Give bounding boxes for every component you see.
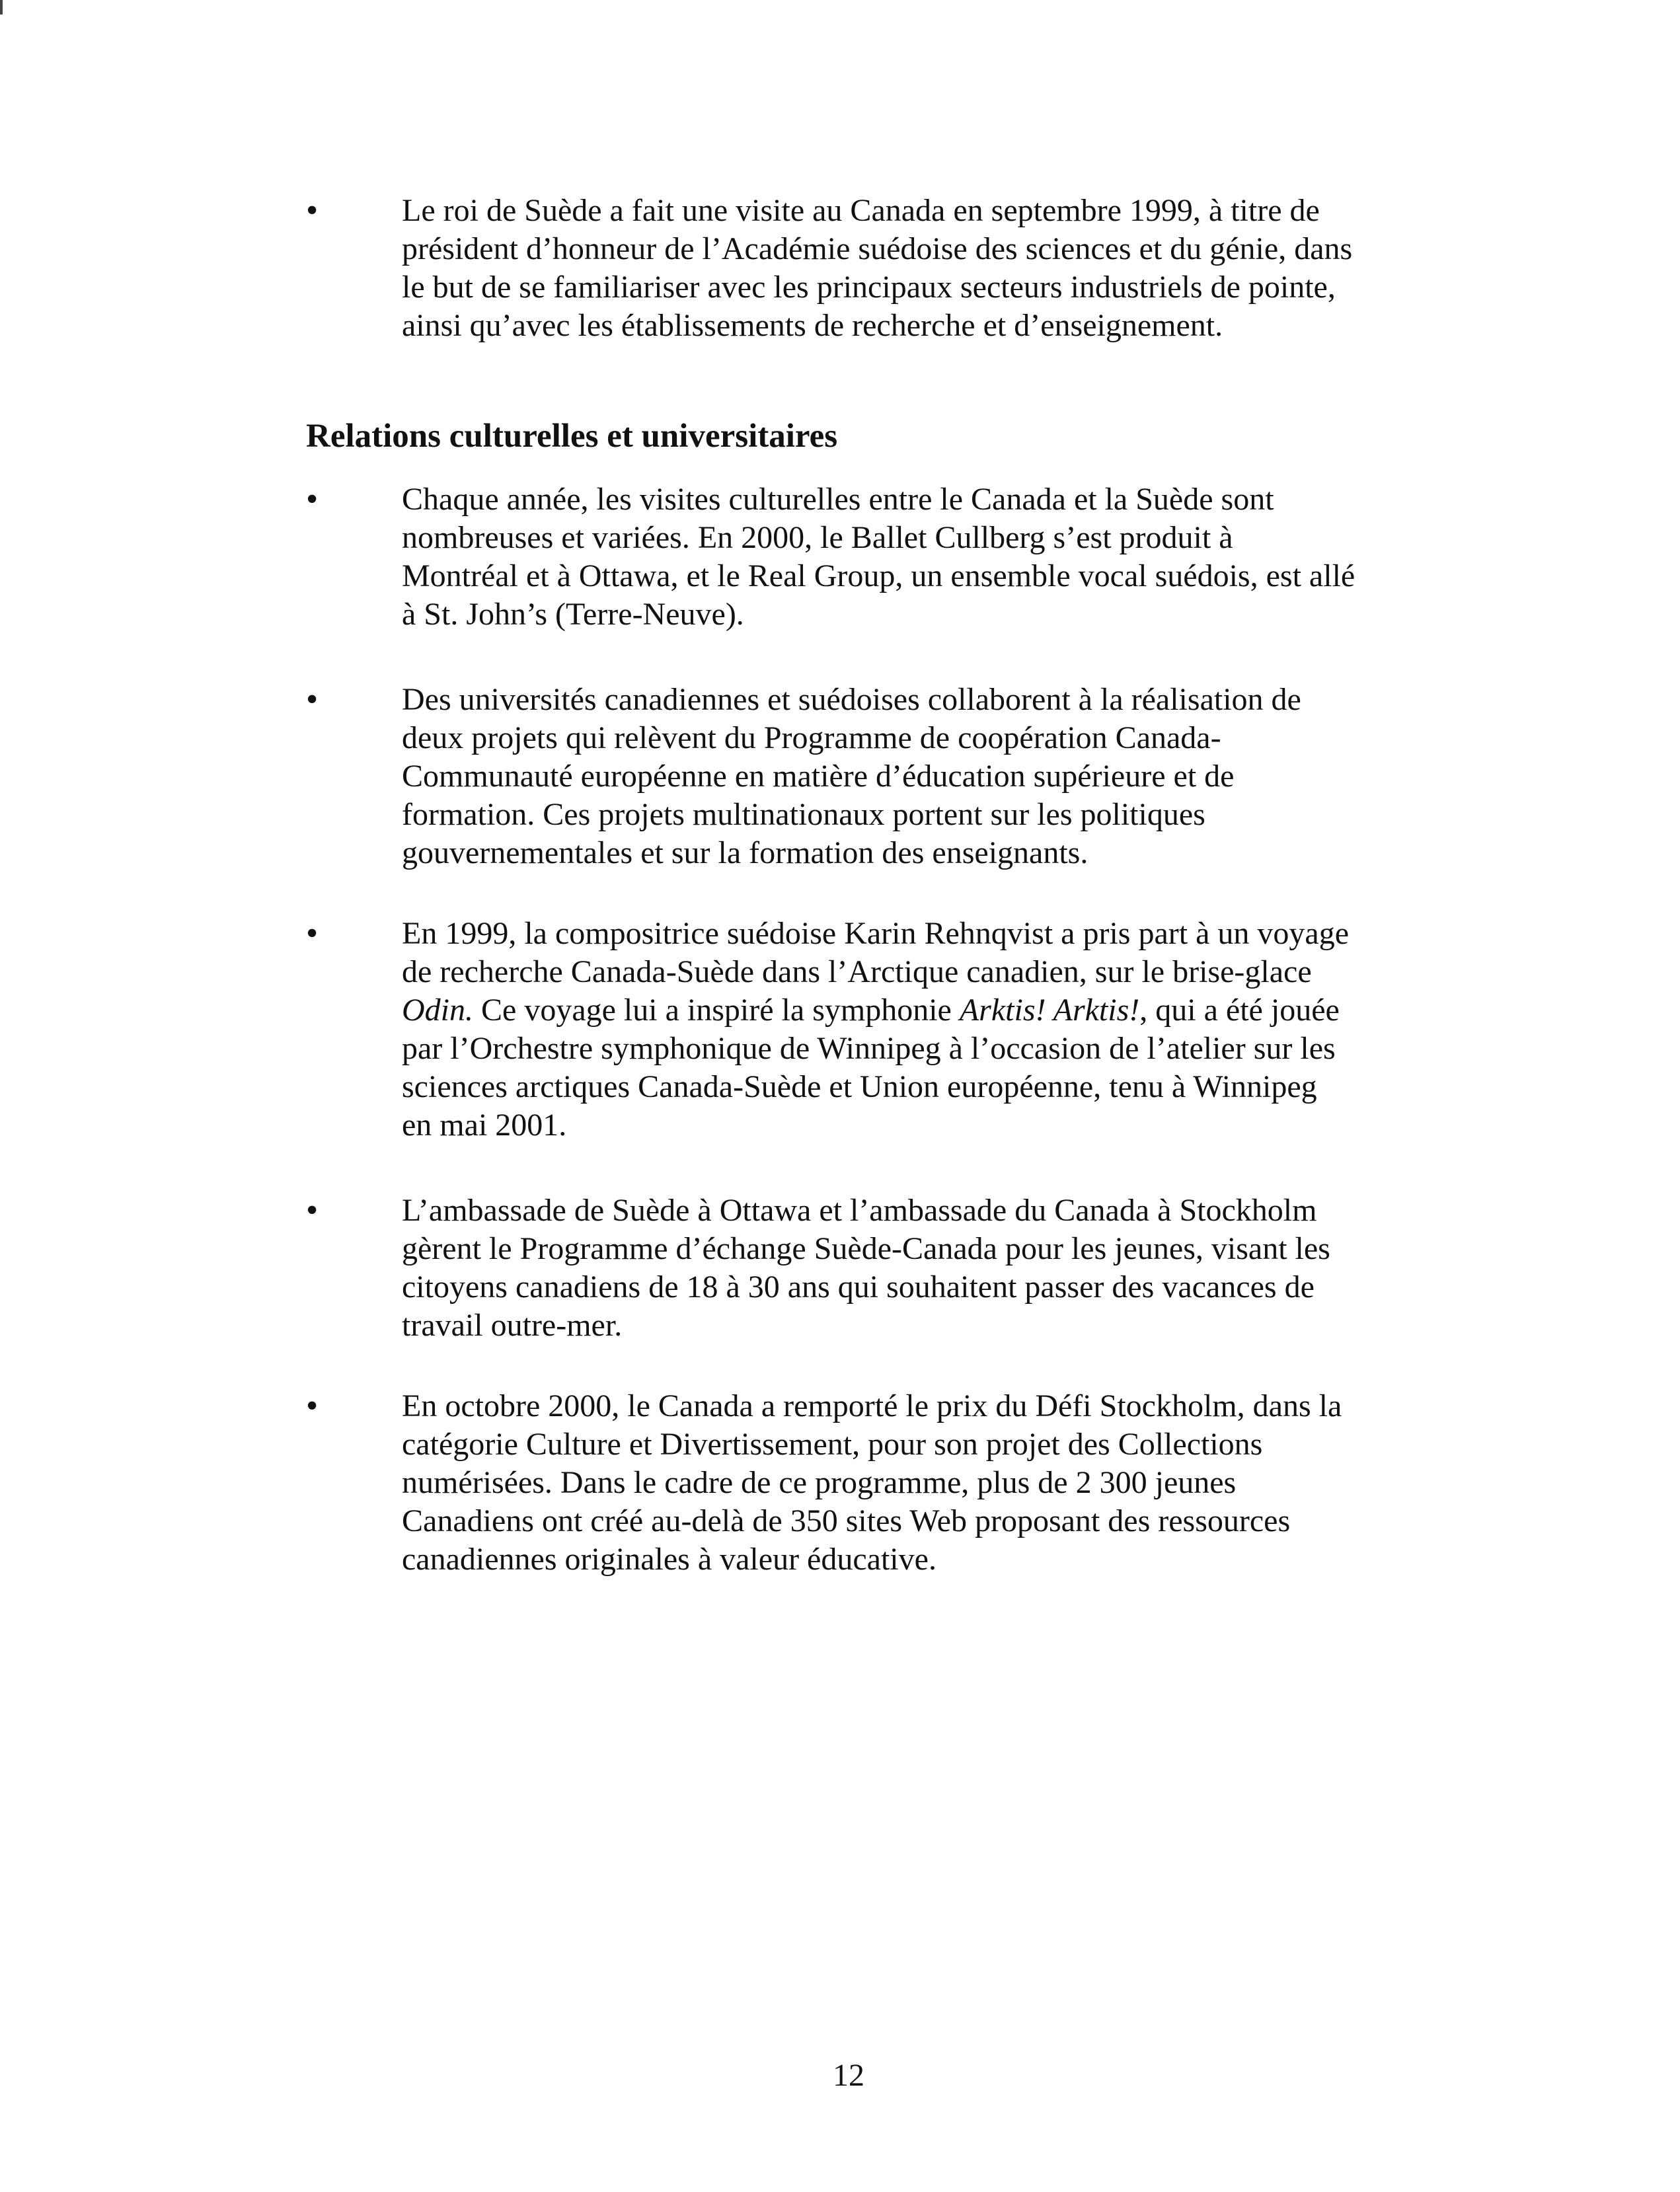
section-heading: Relations culturelles et universitaires xyxy=(306,418,838,455)
paragraph-line: Le roi de Suède a fait une visite au Canada en septembre 1999, à titre de xyxy=(402,193,1320,228)
paragraph-line: formation. Ces projets multinationaux portent sur les politiques xyxy=(402,797,1205,832)
scan-edge-mark xyxy=(0,0,3,15)
paragraph-line: L’ambassade de Suède à Ottawa et l’ambassade du Canada à Stockholm xyxy=(402,1193,1317,1228)
paragraph-line: deux projets qui relèvent du Programme de coopération Canada- xyxy=(402,720,1221,755)
paragraph-line: Des universités canadiennes et suédoises collaborent à la réalisation de xyxy=(402,682,1301,717)
paragraph-line: sciences arctiques Canada-Suède et Union européenne, tenu à Winnipeg xyxy=(402,1069,1317,1104)
paragraph-line: citoyens canadiens de 18 à 30 ans qui souhaitent passer des vacances de xyxy=(402,1269,1315,1304)
paragraph-line: En octobre 2000, le Canada a remporté le prix du Défi Stockholm, dans la xyxy=(402,1388,1342,1423)
paragraph-line: ainsi qu’avec les établissements de recherche et d’enseignement. xyxy=(402,308,1223,343)
paragraph-line: en mai 2001. xyxy=(402,1108,567,1143)
paragraph-line: En 1999, la compositrice suédoise Karin Rehnqvist a pris part à un voyage xyxy=(402,916,1349,951)
bullet-marker: • xyxy=(306,915,319,952)
paragraph-line: le but de se familiariser avec les principaux secteurs industriels de pointe, xyxy=(402,270,1336,305)
paragraph-line: Canadiens ont créé au-delà de 350 sites Web proposant des ressources xyxy=(402,1503,1291,1538)
paragraph-line: Montréal et à Ottawa, et le Real Group, un ensemble vocal suédois, est allé xyxy=(402,558,1355,593)
paragraph-line: gouvernementales et sur la formation des enseignants. xyxy=(402,835,1088,870)
page-number: 12 xyxy=(833,2058,864,2093)
paragraph-line: Chaque année, les visites culturelles entre le Canada et la Suède sont xyxy=(402,482,1274,517)
symphony-title: Arktis! Arktis! xyxy=(959,993,1140,1028)
paragraph-line: nombreuses et variées. En 2000, le Ballet Cullberg s’est produit à xyxy=(402,520,1233,555)
paragraph-line: Communauté européenne en matière d’éducation supérieure et de xyxy=(402,759,1235,794)
bullet-marker: • xyxy=(306,480,319,518)
bullet-paragraph-youth-exchange xyxy=(402,1191,1433,1345)
paragraph-line: numérisées. Dans le cadre de ce programme, plus de 2 300 jeunes xyxy=(402,1465,1237,1500)
paragraph-line: président d’honneur de l’Académie suédoise des sciences et du génie, dans xyxy=(402,231,1353,266)
ship-name: Odin. xyxy=(402,993,473,1028)
paragraph-line: de recherche Canada-Suède dans l’Arctique canadien, sur le brise-glace xyxy=(402,954,1312,989)
bullet-paragraph-king-visit xyxy=(402,192,1433,345)
bullet-paragraph-stockholm-challenge xyxy=(402,1387,1433,1579)
bullet-paragraph-universities xyxy=(402,681,1433,872)
paragraph-line: travail outre-mer. xyxy=(402,1308,623,1343)
paragraph-line: gèrent le Programme d’échange Suède-Canada pour les jeunes, visant les xyxy=(402,1231,1330,1266)
bullet-marker: • xyxy=(306,681,319,718)
paragraph-line xyxy=(402,991,1433,1030)
bullet-paragraph-cultural-visits xyxy=(402,480,1433,634)
paragraph-line: canadiennes originales à valeur éducative. xyxy=(402,1542,936,1577)
paragraph-fragment: Ce voyage lui a inspiré la symphonie xyxy=(473,993,960,1028)
bullet-paragraph-composer xyxy=(402,915,1433,1145)
paragraph-fragment: , qui a été jouée xyxy=(1139,993,1340,1028)
bullet-marker: • xyxy=(306,192,319,229)
bullet-marker: • xyxy=(306,1191,319,1229)
paragraph-line: par l’Orchestre symphonique de Winnipeg à l’occasion de l’atelier sur les xyxy=(402,1031,1336,1066)
paragraph-line: à St. John’s (Terre-Neuve). xyxy=(402,597,744,632)
bullet-marker: • xyxy=(306,1387,319,1425)
paragraph-line: catégorie Culture et Divertissement, pour son projet des Collections xyxy=(402,1427,1263,1462)
